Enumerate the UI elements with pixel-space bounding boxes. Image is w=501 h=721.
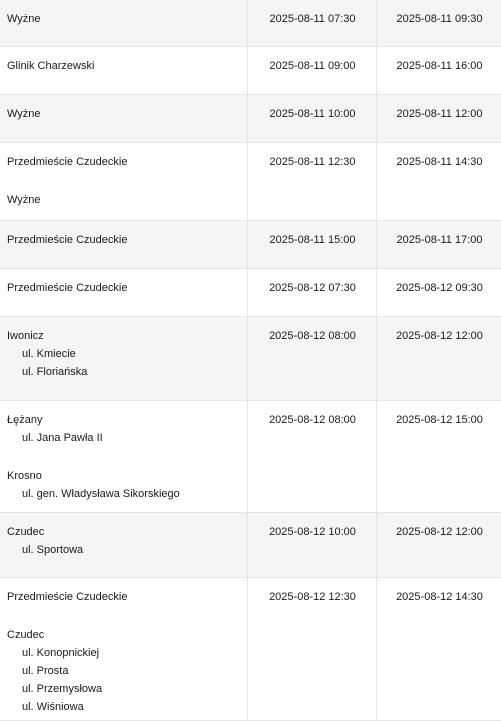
end-time: 2025-08-11 09:30	[384, 10, 495, 28]
location-group	[7, 105, 241, 123]
location-cell	[0, 512, 248, 577]
town-name: Przedmieście Czudeckie	[7, 279, 241, 297]
town-name: Iwonicz	[7, 327, 241, 345]
table-row	[0, 400, 501, 512]
street-name: ul. Kmiecie	[7, 345, 241, 363]
location-group	[7, 279, 241, 297]
location-cell	[0, 94, 248, 142]
street-name: ul. Przemysłowa	[7, 680, 241, 698]
location-group	[7, 231, 241, 249]
end-time-cell	[377, 94, 501, 142]
end-time: 2025-08-11 17:00	[384, 231, 495, 249]
town-name: Czudec	[7, 626, 241, 644]
street-name: ul. Wiśniowa	[7, 698, 241, 716]
location-group	[7, 191, 241, 209]
start-time-cell	[248, 220, 377, 268]
end-time: 2025-08-11 12:00	[384, 105, 495, 123]
table-row	[0, 577, 501, 720]
end-time: 2025-08-12 14:30	[384, 588, 495, 606]
start-time: 2025-08-11 10:00	[255, 105, 370, 123]
start-time-cell	[248, 316, 377, 400]
street-name: ul. Konopnickiej	[7, 644, 241, 662]
start-time-cell	[248, 512, 377, 577]
start-time: 2025-08-11 15:00	[255, 231, 370, 249]
location-cell	[0, 46, 248, 94]
location-cell	[0, 577, 248, 720]
town-name: Przedmieście Czudeckie	[7, 153, 241, 171]
start-time: 2025-08-12 08:00	[255, 411, 370, 429]
end-time: 2025-08-11 14:30	[384, 153, 495, 171]
end-time-cell	[377, 0, 501, 46]
street-name: ul. Floriańska	[7, 363, 241, 381]
town-name: Czudec	[7, 523, 241, 541]
location-group	[7, 588, 241, 606]
town-name: Wyżne	[7, 10, 241, 28]
location-group	[7, 626, 241, 716]
end-time: 2025-08-12 15:00	[384, 411, 495, 429]
town-name: Łężany	[7, 411, 241, 429]
table-row	[0, 142, 501, 220]
location-cell	[0, 142, 248, 220]
location-cell	[0, 220, 248, 268]
end-time: 2025-08-12 09:30	[384, 279, 495, 297]
location-group	[7, 467, 241, 503]
location-group	[7, 411, 241, 447]
start-time-cell	[248, 577, 377, 720]
town-name: Krosno	[7, 467, 241, 485]
start-time: 2025-08-12 07:30	[255, 279, 370, 297]
start-time-cell	[248, 268, 377, 316]
end-time-cell	[377, 577, 501, 720]
location-group	[7, 153, 241, 171]
street-name: ul. Sportowa	[7, 541, 241, 559]
end-time-cell	[377, 512, 501, 577]
start-time-cell	[248, 142, 377, 220]
location-cell	[0, 400, 248, 512]
start-time: 2025-08-11 07:30	[255, 10, 370, 28]
location-group	[7, 57, 241, 75]
end-time: 2025-08-11 16:00	[384, 57, 495, 75]
street-name: ul. Jana Pawła II	[7, 429, 241, 447]
table-row	[0, 268, 501, 316]
town-name: Glinik Charzewski	[7, 57, 241, 75]
location-group	[7, 10, 241, 28]
end-time: 2025-08-12 12:00	[384, 327, 495, 345]
end-time-cell	[377, 268, 501, 316]
table-row	[0, 316, 501, 400]
start-time: 2025-08-12 12:30	[255, 588, 370, 606]
table-row	[0, 94, 501, 142]
street-name: ul. gen. Władysława Sikorskiego	[7, 485, 241, 503]
start-time: 2025-08-12 08:00	[255, 327, 370, 345]
end-time-cell	[377, 400, 501, 512]
end-time-cell	[377, 316, 501, 400]
start-time-cell	[248, 46, 377, 94]
location-cell	[0, 268, 248, 316]
location-cell	[0, 0, 248, 46]
table-row	[0, 220, 501, 268]
town-name: Wyżne	[7, 105, 241, 123]
end-time: 2025-08-12 12:00	[384, 523, 495, 541]
start-time: 2025-08-11 12:30	[255, 153, 370, 171]
location-cell	[0, 316, 248, 400]
location-group	[7, 523, 241, 559]
start-time: 2025-08-11 09:00	[255, 57, 370, 75]
town-name: Wyżne	[7, 191, 241, 209]
table-row	[0, 512, 501, 577]
table-row	[0, 46, 501, 94]
town-name: Przedmieście Czudeckie	[7, 231, 241, 249]
table-row	[0, 0, 501, 46]
location-group	[7, 327, 241, 381]
end-time-cell	[377, 46, 501, 94]
start-time: 2025-08-12 10:00	[255, 523, 370, 541]
end-time-cell	[377, 220, 501, 268]
end-time-cell	[377, 142, 501, 220]
town-name: Przedmieście Czudeckie	[7, 588, 241, 606]
start-time-cell	[248, 400, 377, 512]
start-time-cell	[248, 0, 377, 46]
street-name: ul. Prosta	[7, 662, 241, 680]
start-time-cell	[248, 94, 377, 142]
